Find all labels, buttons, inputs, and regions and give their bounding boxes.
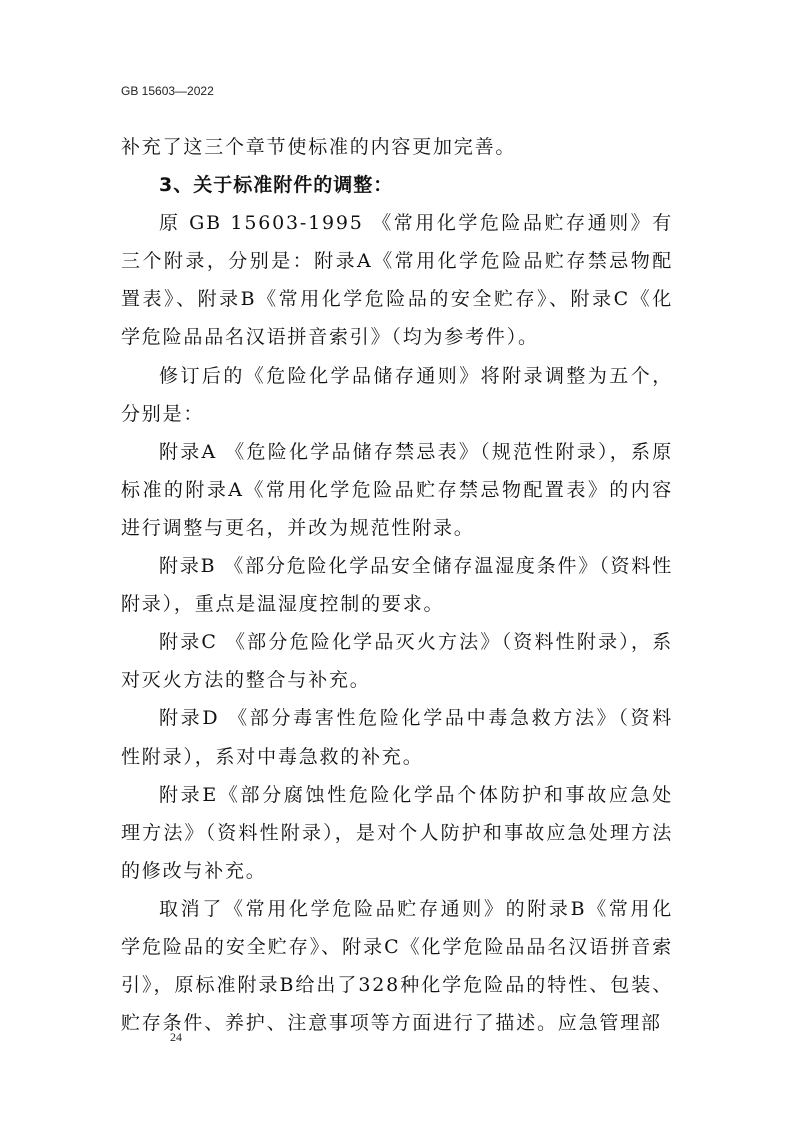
paragraph-appendix-a: 附录A 《危险化学品储存禁忌表》（规范性附录），系原标准的附录A《常用化学危险品贮存禁忌物配置表》的内容进行调整与更名，并改为规范性附录。 — [121, 440, 673, 539]
paragraph-appendix-d: 附录D 《部分毒害性危险化学品中毒急救方法》（资料性附录），系对中毒急救的补充。 — [121, 707, 673, 768]
paragraph-revised-appendices: 修订后的《危险化学品储存通则》将附录调整为五个，分别是： — [121, 364, 673, 425]
paragraph-appendix-c: 附录C 《部分危险化学品灭火方法》（资料性附录），系对灭火方法的整合与补充。 — [121, 631, 673, 692]
paragraph-appendix-b: 附录B 《部分危险化学品安全储存温湿度条件》（资料性附录），重点是温湿度控制的要求。 — [121, 555, 673, 616]
paragraph-appendix-e: 附录E《部分腐蚀性危险化学品个体防护和事故应急处理方法》（资料性附录），是对个人防护和事故应急处理方法的修改与补充。 — [121, 783, 673, 882]
paragraph-continuation: 补充了这三个章节使标准的内容更加完善。 — [121, 136, 517, 158]
paragraph-removed-appendices: 取消了《常用化学危险品贮存通则》的附录B《常用化学危险品的安全贮存》、附录C《化学危险品品名汉语拼音索引》，原标准附录B给出了328种化学危险品的特性、包装、贮存条件、养护、注意事项等方面进行了描述。应急管理部 — [121, 897, 673, 1035]
page-header-standard-code: GB 15603—2022 — [121, 84, 214, 98]
paragraph-original-appendices: 原 GB 15603-1995 《常用化学危险品贮存通则》有三个附录，分别是：附录A《常用化学危险品贮存禁忌物配置表》、附录B《常用化学危险品的安全贮存》、附录C《化学危险品品名汉语拼音索引》（均为参考件）。 — [121, 212, 673, 349]
page-number: 24 — [170, 1030, 182, 1044]
section-heading: 3、关于标准附件的调整： — [159, 174, 394, 197]
document-body — [121, 128, 673, 1042]
